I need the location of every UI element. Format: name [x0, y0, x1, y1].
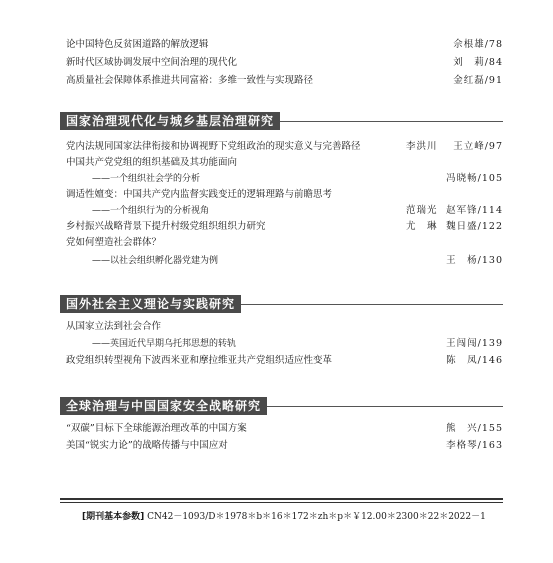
- entry-author-page: 刘 莉/84: [453, 57, 503, 68]
- toc-entry-subtitle[interactable]: [66, 172, 503, 186]
- toc-entry[interactable]: [66, 74, 503, 88]
- toc-entry[interactable]: [66, 156, 503, 170]
- footer-rule: [60, 498, 503, 500]
- footer-rule: [60, 502, 503, 503]
- entry-title: 美国“锐实力论”的战略传播与中国应对: [66, 440, 228, 451]
- entry-author-page: 王闯闯/139: [446, 338, 503, 349]
- entry-title: 高质量社会保障体系推进共同富裕：多维一致性与实现路径: [66, 75, 314, 86]
- entry-title: 党如何塑造社会群体？: [66, 237, 162, 248]
- entry-author-page: 王 杨/130: [446, 255, 503, 266]
- entry-title: 论中国特色反贫困道路的解放逻辑: [66, 39, 209, 50]
- section-heading: 国家治理现代化与城乡基层治理研究: [60, 112, 280, 130]
- entry-title: 乡村振兴战略背景下提升村级党组织组织力研究: [66, 221, 266, 232]
- journal-parameters: [82, 510, 486, 524]
- entry-author-page: 熊 兴/155: [446, 423, 503, 434]
- toc-entry[interactable]: [66, 320, 503, 334]
- section-heading: 国外社会主义理论与实践研究: [60, 295, 241, 313]
- entry-title: 调适性嬗变：中国共产党内监督实践变迁的逻辑理路与前瞻思考: [66, 189, 333, 200]
- toc-entry[interactable]: [66, 354, 503, 368]
- toc-entry[interactable]: [66, 422, 503, 436]
- entry-author: 李洪川: [406, 141, 438, 152]
- toc-entry[interactable]: [66, 220, 503, 234]
- entry-author-page: 佘根雄/78: [453, 39, 503, 50]
- entry-author-page: 赵军锋/114: [446, 205, 503, 216]
- section-heading: 全球治理与中国国家安全战略研究: [60, 397, 267, 415]
- entry-title: 从国家立法到社会合作: [66, 321, 162, 332]
- entry-author-page: 金红磊/91: [453, 75, 503, 86]
- entry-author: 尤 琳: [406, 221, 438, 232]
- entry-subtitle: ——一个组织社会学的分析: [92, 174, 201, 184]
- toc-entry[interactable]: [66, 439, 503, 453]
- entry-author-page: 冯晓畅/105: [446, 173, 503, 184]
- toc-entry-subtitle[interactable]: [66, 204, 503, 218]
- toc-entry-subtitle[interactable]: [66, 337, 503, 351]
- toc-entry[interactable]: [66, 188, 503, 202]
- toc-entry-subtitle[interactable]: [66, 254, 503, 268]
- entry-subtitle: ——一个组织行为的分析视角: [92, 206, 210, 216]
- entry-title: 政党组织转型视角下波西米亚和摩拉维亚共产党组织适应性变革: [66, 355, 333, 366]
- toc-entry[interactable]: [66, 38, 503, 52]
- entry-title: “双碳”目标下全球能源治理改革的中国方案: [66, 423, 247, 434]
- toc-entry[interactable]: [66, 236, 503, 250]
- entry-author: 范瑞光: [406, 205, 438, 216]
- entry-subtitle: ——以社会组织孵化器党建为例: [92, 256, 219, 266]
- entry-author-page: 王立峰/97: [453, 141, 503, 152]
- entry-subtitle: ——英国近代早期乌托邦思想的转轨: [92, 339, 237, 349]
- entry-author-page: 魏日盛/122: [446, 221, 503, 232]
- entry-title: 新时代区域协调发展中空间治理的现代化: [66, 57, 238, 68]
- toc-entry[interactable]: [66, 56, 503, 70]
- journal-parameters-text: CN42－1093/D＊1978＊b＊16＊172＊zh＊p＊￥12.00＊2300＊22＊2022－1: [147, 512, 486, 522]
- toc-entry[interactable]: [66, 140, 503, 154]
- entry-title: 中国共产党党组的组织基础及其功能面向: [66, 157, 238, 168]
- journal-parameters-label: [期刊基本参数]: [82, 512, 145, 522]
- entry-author-page: 陈 凤/146: [446, 355, 503, 366]
- entry-title: 党内法规同国家法律衔接和协调视野下党组政治的现实意义与完善路径: [66, 141, 361, 152]
- entry-author-page: 李格琴/163: [446, 440, 503, 451]
